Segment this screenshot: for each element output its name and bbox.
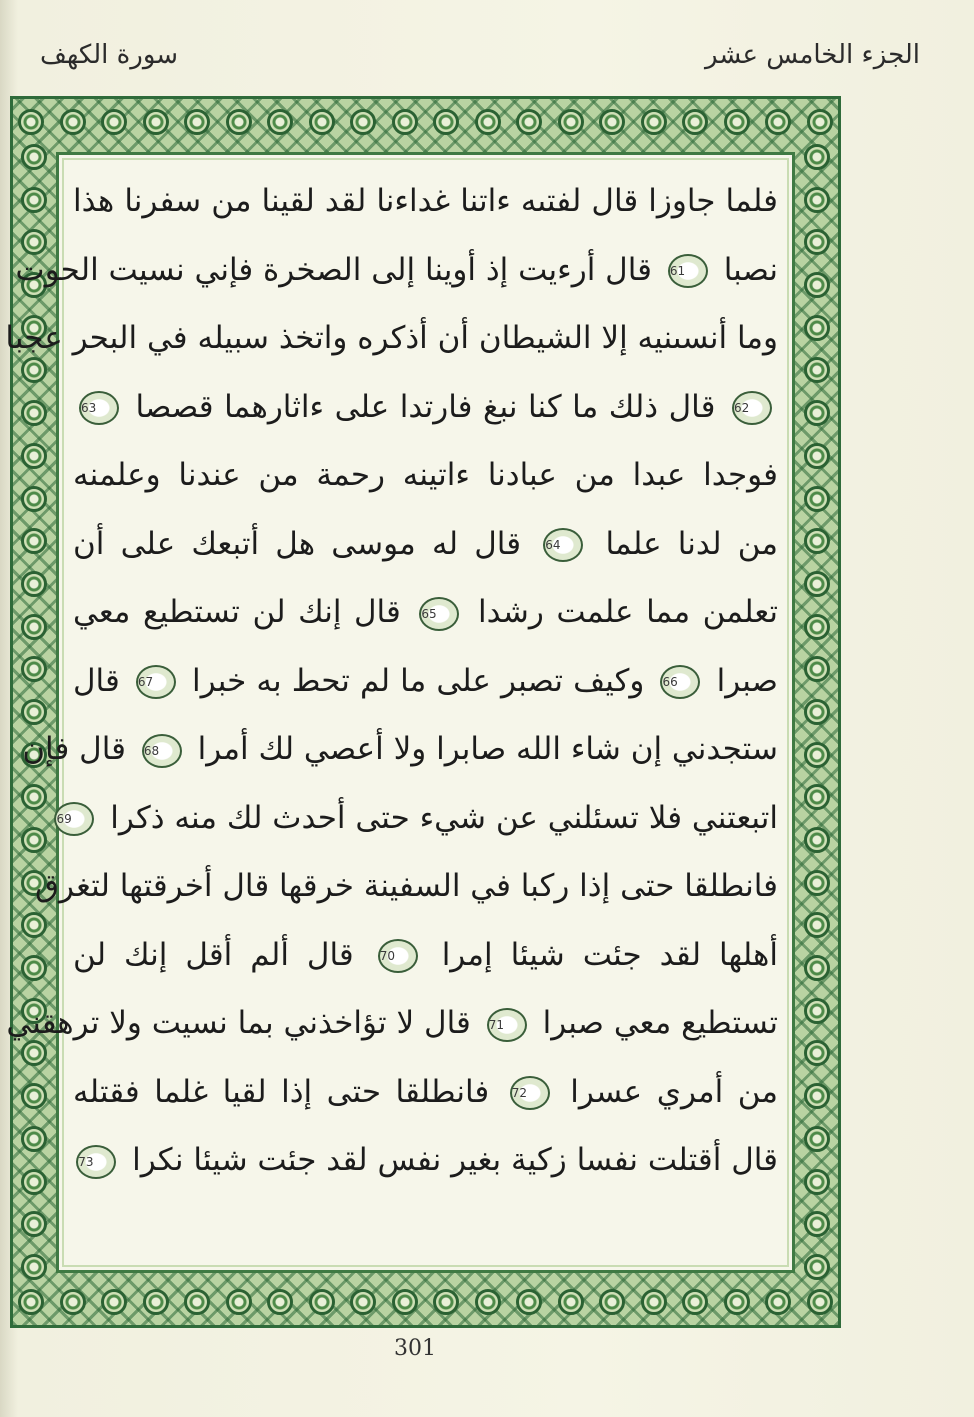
ayah-text: قال له موسى هل أتبعك على أن [73,525,522,562]
juz-title: الجزء الخامس عشر [704,40,920,70]
ayah-lines [5,167,779,1258]
ayah-number-marker: 73 [76,1145,116,1179]
ornament-knot-icon [101,109,127,135]
ornament-knot-icon [804,187,830,213]
ayah-number-marker: 63 [79,391,119,425]
ayah-line [34,852,778,921]
ornament-knot-icon [392,109,418,135]
ornament-knot-icon [143,109,169,135]
ornament-knot-icon [804,1169,830,1195]
ornament-knot-icon [60,109,86,135]
surah-title: سورة الكهف [40,40,179,70]
ayah-text: قال أرءيت إذ أوينا إلى الصخرة فإني نسيت الحوت [15,251,652,288]
ornament-knot-icon [804,1211,830,1237]
ornament-knot-icon [21,528,47,554]
ornament-knot-icon [804,1083,830,1109]
ayah-number-marker: 67 [136,665,176,699]
ornament-knot-icon [807,109,833,135]
ayah-text: تعلمن مما علمت رشدا [477,594,778,630]
ayah-text: نصبا [723,251,778,288]
ayah-line [73,1126,778,1195]
ornament-knot-icon [804,699,830,725]
ornament-knot-icon [350,109,376,135]
ayah-number-marker: 61 [668,254,708,288]
ornament-knot-icon [226,109,252,135]
ayah-text: فانطلقا حتى إذا ركبا في السفينة خرقها قال أخرقتها لتغرق [34,868,778,904]
ornament-knot-icon [724,109,750,135]
ornament-knot-icon [804,1254,830,1280]
ornament-knot-icon [392,1289,418,1315]
ornament-knot-icon [641,1289,667,1315]
ayah-text: من أمري عسرا [570,1073,779,1110]
ornament-knot-icon [475,109,501,135]
ornament-knot-icon [804,614,830,640]
ornament-knot-icon [804,315,830,341]
ayah-line [73,373,778,442]
ornament-knot-icon [21,784,47,810]
ornament-knot-icon [804,1040,830,1066]
ayah-line [73,921,778,990]
ornament-knot-icon [516,1289,542,1315]
ayah-text: قال ذلك ما كنا نبغ فارتدا على ءاثارهما قصصا [135,388,716,425]
ornament-knot-icon [18,109,44,135]
ayah-number-marker: 71 [487,1008,527,1042]
page-header [40,38,940,88]
ornament-knot-icon [309,109,335,135]
ornament-knot-icon [21,1211,47,1237]
ayah-line [6,989,778,1058]
ornament-knot-icon [350,1289,376,1315]
ornament-knot-icon [804,870,830,896]
ornament-knot-icon [433,109,459,135]
ornament-knot-icon [21,144,47,170]
ornament-knot-icon [226,1289,252,1315]
ayah-number-marker: 72 [510,1076,550,1110]
ornament-knot-icon [101,1289,127,1315]
ayah-text: قال إنك لن تستطيع معي [73,594,401,630]
ornament-knot-icon [804,656,830,682]
ornament-knot-icon [804,400,830,426]
ayah-text: قال [73,662,120,699]
ornament-knot-icon [21,955,47,981]
ayah-number-marker: 66 [660,665,700,699]
ornament-knot-icon [804,955,830,981]
ornament-knot-icon [60,1289,86,1315]
ayah-text: صبرا [716,662,778,699]
ayah-line [73,647,778,716]
ornament-knot-icon [516,109,542,135]
ornament-knot-icon [184,1289,210,1315]
ayah-text: فلما جاوزا قال لفتىه ءاتنا غداءنا لقد لقينا من سفرنا هذا [73,183,778,219]
ayah-line [22,715,778,784]
ayah-line [5,304,778,373]
ornament-knot-icon [433,1289,459,1315]
ornament-knot-icon [21,400,47,426]
ornament-knot-icon [804,486,830,512]
ornament-knot-icon [804,528,830,554]
ayah-line [73,510,778,579]
ayah-number-marker: 64 [543,528,583,562]
ornament-knot-icon [558,1289,584,1315]
ornament-knot-icon [804,443,830,469]
ayah-number-marker: 65 [419,597,459,631]
ornament-knot-icon [558,109,584,135]
ayah-text: فوجدا عبدا من عبادنا ءاتينه رحمة من عندنا وعلمنه [73,457,778,493]
ornament-knot-icon [682,1289,708,1315]
ornament-knot-icon [599,1289,625,1315]
ayah-text: قال أقتلت نفسا زكية بغير نفس لقد جئت شيئا نكرا [132,1142,778,1178]
ayah-number-marker: 62 [732,391,772,425]
ornament-knot-icon [765,1289,791,1315]
ayah-line [73,1058,778,1127]
ornament-knot-icon [21,443,47,469]
page-number: 301 [394,1336,436,1361]
ornament-knot-icon [804,1126,830,1152]
ornament-knot-icon [21,187,47,213]
frame-top-ornaments [18,102,833,142]
ornament-knot-icon [804,357,830,383]
ayah-text: وكيف تصبر على ما لم تحط به خبرا [192,662,645,699]
ornamental-frame [5,96,841,1328]
ornament-knot-icon [21,827,47,853]
ornament-knot-icon [267,1289,293,1315]
ayah-line [73,167,778,236]
ornament-knot-icon [804,571,830,597]
ayah-text: تستطيع معي صبرا [542,1005,778,1041]
ornament-knot-icon [804,229,830,255]
ayah-text: قال ألم أقل إنك لن [73,936,354,973]
ornament-knot-icon [267,109,293,135]
ornament-knot-icon [804,784,830,810]
ornament-knot-icon [21,1083,47,1109]
ornament-knot-icon [475,1289,501,1315]
ornament-knot-icon [21,614,47,640]
ornament-knot-icon [804,272,830,298]
ornament-knot-icon [21,656,47,682]
ornament-knot-icon [599,109,625,135]
ornament-knot-icon [804,827,830,853]
text-panel [5,152,795,1273]
ornament-knot-icon [804,144,830,170]
ornament-knot-icon [18,1289,44,1315]
ayah-line [73,578,778,647]
ayah-number-marker: 70 [378,939,418,973]
ornament-knot-icon [804,998,830,1024]
ayah-text: قال لا تؤاخذني بما نسيت ولا ترهقني [6,1005,471,1041]
ornament-knot-icon [21,486,47,512]
ayah-text: ستجدني إن شاء الله صابرا ولا أعصي لك أمرا [197,731,778,767]
ornament-knot-icon [641,109,667,135]
ayah-line [56,784,778,853]
ayah-line [73,441,778,510]
ornament-knot-icon [184,109,210,135]
ayah-text: قال فإن [22,731,126,767]
ayah-text: فانطلقا حتى إذا لقيا غلما فقتله [73,1073,490,1110]
ayah-number-marker: 69 [54,802,94,836]
ornament-knot-icon [21,571,47,597]
ornament-knot-icon [143,1289,169,1315]
ayah-text: وما أنسىنيه إلا الشيطان أن أذكره واتخذ سبيله في البحر عجبا [5,320,778,356]
ayah-number-marker: 68 [142,734,182,768]
ornament-knot-icon [765,109,791,135]
ornament-knot-icon [21,1254,47,1280]
ornament-knot-icon [21,1169,47,1195]
ayah-text: أهلها لقد جئت شيئا إمرا [441,936,778,973]
ornament-knot-icon [804,742,830,768]
ornament-knot-icon [21,1126,47,1152]
frame-right-ornaments [797,144,837,1280]
ayah-text: اتبعتني فلا تسئلني عن شيء حتى أحدث لك منه ذكرا [110,799,778,836]
ornament-knot-icon [804,912,830,938]
ornament-knot-icon [309,1289,335,1315]
ornament-knot-icon [682,109,708,135]
ornament-knot-icon [724,1289,750,1315]
ayah-text: من لدنا علما [605,525,778,562]
ornament-knot-icon [807,1289,833,1315]
frame-bottom-ornaments [18,1282,833,1322]
ayah-line [15,236,778,305]
